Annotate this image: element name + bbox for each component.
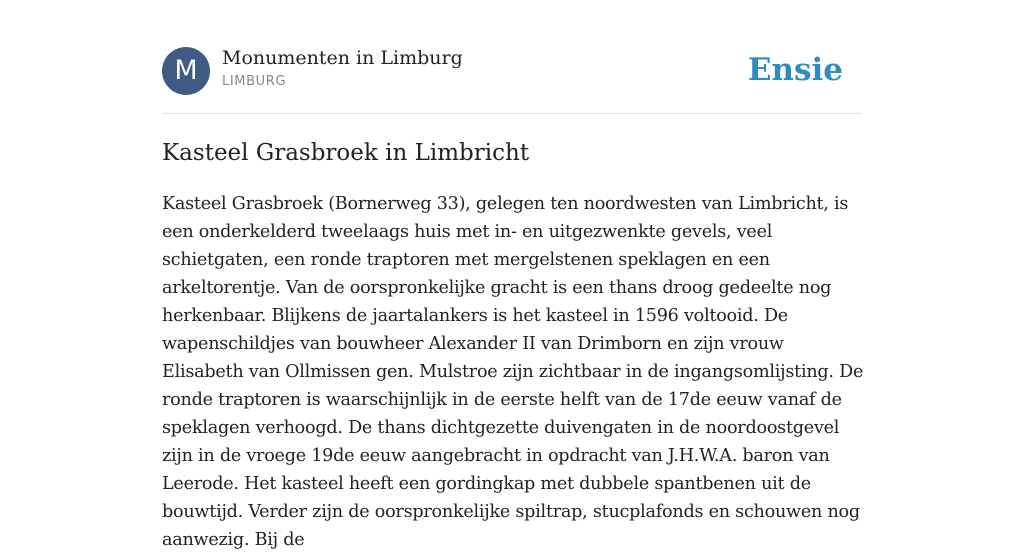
article-title: Kasteel Grasbroek in Limbricht [162,140,530,166]
header-divider [162,113,862,114]
source-header [162,46,862,96]
source-title[interactable]: Monumenten in Limburg [222,47,463,69]
source-subtitle: LIMBURG [222,74,287,89]
article-body: Kasteel Grasbroek (Bornerweg 33), gelegen ten noordwesten van Limbricht, is een onderkelderd tweelaags huis met in- en uitgezwenkte gevels, veel schietgaten, een ronde traptoren met mergelstenen speklagen en een arkeltorentje. Van de oorspronkelijke gracht is een thans droog gedeelte nog herkenbaar. Blijkens de jaartalankers is het kasteel in 1596 voltooid. De wapenschildjes van bouwheer Alexander II van Drimborn en zijn vrouw Elisabeth van Ollmissen gen. Mulstroe zijn zichtbaar in de ingangsomlijsting. De ronde traptoren is waarschijnlijk in de eerste helft van de 17de eeuw vanaf de speklagen verhoogd. De thans dichtgezette duivengaten in de noordoostgevel zijn in de vroege 19de eeuw aangebracht in opdracht van J.H.W.A. baron van Leerode. Het kasteel heeft een gordingkap met dubbele spantbenen uit de bouwtijd. Verder zijn de oorspronkelijke spiltrap, stucplafonds en schouwen nog aanwezig. Bij de [162,194,864,550]
source-avatar[interactable]: M [162,47,210,95]
ensie-logo[interactable]: Ensie [747,52,843,88]
